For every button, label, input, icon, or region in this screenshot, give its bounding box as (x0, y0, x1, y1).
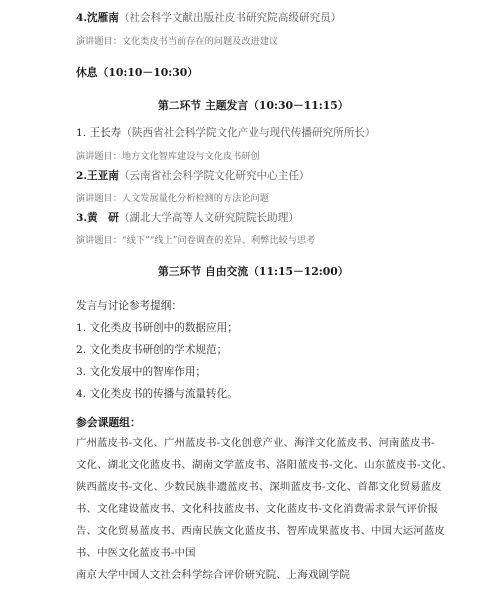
topics-line: 文化、湖北文化蓝皮书、湖南文学蓝皮书、洛阳蓝皮书-文化、山东蓝皮书-文化、 (76, 459, 453, 471)
speaker-affiliation: （陕西省社会科学院文化产业与现代传播研究所所长） (121, 127, 376, 139)
speaker-entry (76, 13, 341, 24)
speaker-affiliation: （云南省社会科学院文化研究中心主任） (118, 170, 310, 182)
topics-line: 陕西蓝皮书-文化、少数民族非遗蓝皮书、深圳蓝皮书-文化、首都文化贸易蓝皮 (76, 481, 442, 493)
talk-title: 演讲题目：“线下”“线上”问卷调查的差异、利弊比较与思考 (76, 235, 316, 246)
talk-title: 演讲题目：人文发展量化分析检测的方法论问题 (76, 193, 269, 204)
speaker-affiliation: （社会科学文献出版社皮书研究院高级研究员） (118, 12, 342, 24)
discussion-item: 1. 文化类皮书研创中的数据应用； (76, 322, 238, 334)
speaker-entry (76, 128, 376, 139)
discussion-item: 3. 文化发展中的智库作用； (76, 366, 207, 378)
speaker-affiliation: （湖北大学高等人文研究院院长助理） (118, 212, 299, 224)
discussion-item: 2. 文化类皮书研创的学术规范； (76, 344, 228, 356)
topics-line: 告、文化贸易蓝皮书、西南民族文化蓝皮书、智库成果蓝皮书、中国大运河蓝皮 (76, 525, 445, 537)
speaker-name: 1. 王长寿 (76, 127, 122, 139)
speaker-name: 3.黄 研 (76, 212, 119, 224)
topics-footer: 南京大学中国人文社会科学综合评价研究院、上海戏剧学院 (76, 569, 351, 581)
topics-line: 书、中医文化蓝皮书-中国 (76, 547, 196, 559)
break-heading: 休息（10:10－10:30） (76, 66, 199, 79)
speaker-name: 2.王亚南 (76, 170, 119, 182)
discussion-intro: 发言与讨论参考提纲： (76, 300, 182, 312)
speaker-name: 4.沈雁南 (76, 12, 119, 24)
topics-line: 书、文化建设蓝皮书、文化科技蓝皮书、文化蓝皮书-文化消费需求景气评价报 (76, 503, 439, 515)
discussion-item: 4. 文化类皮书的传播与流量转化。 (76, 388, 238, 400)
topics-line: 广州蓝皮书-文化、广州蓝皮书-文化创意产业、海洋文化蓝皮书、河南蓝皮书- (76, 437, 435, 449)
speaker-entry (76, 213, 299, 224)
talk-title: 演讲题目：文化类皮书当前存在的问题及改进建议 (76, 36, 279, 47)
speaker-entry (76, 171, 310, 182)
session-3-title: 第三环节 自由交流（11:15－12:00） (158, 265, 349, 278)
talk-title: 演讲题目：地方文化智库建设与文化皮书研创 (76, 151, 260, 162)
topics-heading: 参会课题组： (76, 416, 141, 429)
session-2-title: 第二环节 主题发言（10:30－11:15） (158, 99, 349, 112)
